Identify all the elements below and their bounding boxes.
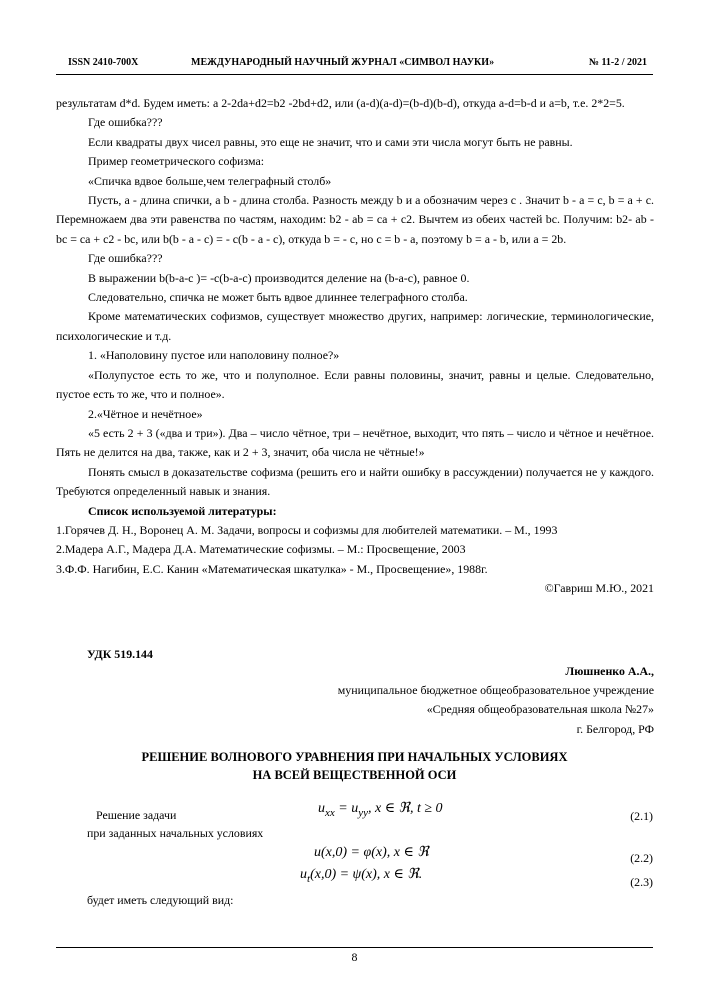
author-name: Люшненко А.А.,: [565, 664, 654, 678]
header-issn: ISSN 2410-700X: [68, 57, 139, 68]
title-line: НА ВСЕЙ ВЕЩЕСТВЕННОЙ ОСИ: [252, 768, 457, 782]
running-header: [56, 57, 653, 71]
header-issue: № 11-2 / 2021: [588, 57, 647, 68]
article-body: [56, 94, 654, 599]
equation-number: (2.1): [630, 809, 653, 823]
paragraph: Следовательно, спичка не может быть вдвое длиннее телеграфного столба.: [88, 290, 468, 305]
paragraph: Пример геометрического софизма:: [88, 154, 265, 169]
footer-divider: [56, 947, 653, 948]
affiliation-line: «Средняя общеобразовательная школа №27»: [426, 702, 654, 717]
paragraph: 1. «Наполовину пустое или наполовину полное?»: [88, 348, 340, 363]
udk-code: УДК 519.144: [87, 647, 153, 661]
paragraph: Если квадраты двух чисел равны, это еще не значит, что и сами эти числа могут быть не равны.: [88, 134, 573, 149]
affiliation-line: муниципальное бюджетное общеобразовательное учреждение: [337, 683, 654, 698]
author-block: [338, 662, 654, 739]
reference-item: 2.Мадера А.Г., Мадера Д.А. Математические софизмы. – М.: Просвещение, 2003: [56, 542, 466, 557]
article-title: [56, 748, 653, 784]
reference-item: 3.Ф.Ф. Нагибин, Е.С. Канин «Математическая шкатулка» - М., Просвещение», 1988г.: [56, 561, 488, 576]
equation-2-3: $u_t(x,0) = \psi(x)$, x ∈ ℜ.: [300, 867, 423, 885]
paragraph: Кроме математических софизмов, существует множество других, например: логические, терминологические, психологические и т.д.: [56, 309, 654, 343]
copyright-line: ©Гавриш М.Ю., 2021: [544, 581, 654, 596]
result-label: будет иметь следующий вид:: [87, 893, 234, 907]
paragraph: «5 есть 2 + 3 («два и три»). Два – число чётное, три – нечётное, выходит, что пять – число и чётное и нечётное. Пять не делится на два, также, как и 2 + 3, значит, оба числа не чётные!»: [56, 425, 654, 460]
header-divider: [56, 74, 653, 75]
equation-2-2: u(x,0) = φ(x), x ∈ ℜ: [314, 845, 429, 860]
paragraph: «Полупустое есть то же, что и полуполное. Если равны половины, значит, равны и целые. Следовательно, пустое есть то же, что и полное».: [56, 367, 654, 402]
paragraph: Где ошибка???: [88, 251, 163, 266]
title-line: РЕШЕНИЕ ВОЛНОВОГО УРАВНЕНИЯ ПРИ НАЧАЛЬНЫХ УСЛОВИЯХ: [141, 750, 568, 764]
conditions-label: при заданных начальных условиях: [87, 826, 264, 840]
paragraph: Где ошибка???: [88, 115, 163, 130]
paragraph: Пусть, а - длина спички, а b - длина столба. Разность между b и а обозначим через с . Значит b - a = c, b = a + c. Перемножаем два эти равенства по частям, находим: b2 - ab = ca + c2. Вычтем из обеих частей bc. Получим: b2- ab - bc = ca + c2 - bc, или b(b - a - c) = - c(b - a - c), откуда b = - c, но c = b - a, поэтому b = a - b, или a = 2b.: [56, 193, 654, 246]
paragraph: Понять смысл в доказательстве софизма (решить его и найти ошибку в рассуждении) получается не у каждого. Требуются определенный навык и знания.: [56, 464, 654, 499]
equation-number: (2.2): [630, 851, 653, 865]
author-city: г. Белгород, РФ: [576, 721, 654, 736]
paragraph: результатам d*d. Будем иметь: a 2-2da+d2=b2 -2bd+d2, или (a-d)(a-d)=(b-d)(b-d), откуда a-d=b-d и a=b, т.е. 2*2=5.: [56, 96, 625, 110]
paragraph: «Спичка вдвое больше,чем телеграфный столб»: [88, 173, 332, 188]
references-heading: Список используемой литературы:: [88, 503, 277, 518]
paragraph: 2.«Чётное и нечётное»: [88, 406, 203, 421]
task-label: Решение задачи: [96, 808, 177, 822]
reference-item: 1.Горячев Д. Н., Воронец А. М. Задачи, вопросы и софизмы для любителей математики. – М., 1993: [56, 522, 558, 537]
equation-number: (2.3): [630, 875, 653, 889]
header-journal-title: МЕЖДУНАРОДНЫЙ НАУЧНЫЙ ЖУРНАЛ «СИМВОЛ НАУКИ»: [191, 57, 495, 68]
page-number: 8: [351, 950, 358, 964]
paragraph: В выражении b(b-a-c )= -c(b-a-c) производится деление на (b-a-c), равное 0.: [88, 270, 470, 285]
equation-2-1: $u_{xx} = u_{yy}$, x ∈ ℜ, t ≥ 0: [318, 801, 443, 819]
